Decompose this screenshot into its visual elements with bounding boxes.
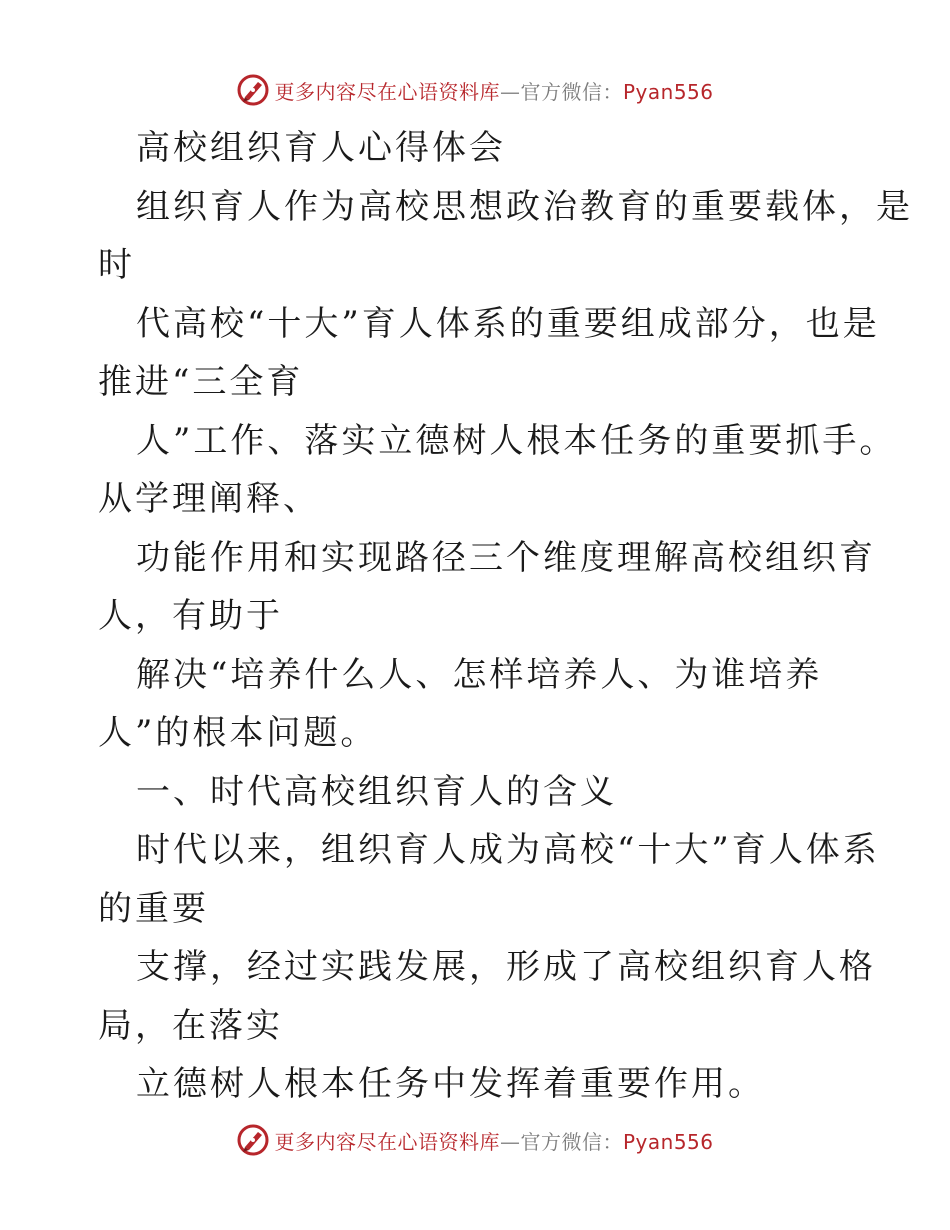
paragraph-line: 从学理阐释、 — [98, 479, 320, 519]
paragraph-line: 局，在落实 — [98, 1006, 283, 1046]
paragraph-line: 解决“培养什么人、怎样培养人、为谁培养 — [136, 655, 823, 695]
paragraph-line: 组织育人作为高校思想政治教育的重要载体，是 — [136, 187, 913, 227]
header-banner — [0, 70, 950, 110]
banner-text — [274, 76, 713, 105]
banner-brand: 更多内容尽在心语资料库 — [274, 79, 500, 104]
banner-dash: — — [499, 79, 521, 104]
section-heading: 一、时代高校组织育人的含义 — [136, 772, 617, 812]
paragraph-line: 代高校“十大”育人体系的重要组成部分，也是 — [136, 304, 880, 344]
banner-contact: 官方微信： — [520, 1129, 623, 1154]
paragraph-line: 的重要 — [98, 889, 209, 929]
paragraph-line: 人，有助于 — [98, 596, 283, 636]
banner-brand: 更多内容尽在心语资料库 — [274, 1129, 500, 1154]
paragraph-line: 人”的根本问题。 — [98, 713, 378, 753]
pen-logo-icon — [236, 73, 270, 107]
banner-id: Pyan556 — [622, 79, 714, 104]
footer-banner — [0, 1120, 950, 1160]
document-title: 高校组织育人心得体会 — [136, 128, 506, 168]
paragraph-line: 推进“三全育 — [98, 362, 304, 402]
banner-contact: 官方微信： — [520, 79, 623, 104]
banner-dash: — — [499, 1129, 521, 1154]
pen-logo-icon — [236, 1123, 270, 1157]
paragraph-line: 时代以来，组织育人成为高校“十大”育人体系 — [136, 830, 880, 870]
paragraph-line: 支撑，经过实践发展，形成了高校组织育人格 — [136, 947, 876, 987]
banner-text — [274, 1126, 713, 1155]
paragraph-line: 时 — [98, 245, 135, 285]
paragraph-line: 人”工作、落实立德树人根本任务的重要抓手。 — [136, 421, 897, 461]
paragraph-line: 立德树人根本任务中发挥着重要作用。 — [136, 1064, 765, 1104]
paragraph-line: 功能作用和实现路径三个维度理解高校组织育 — [136, 538, 876, 578]
banner-id: Pyan556 — [622, 1129, 714, 1154]
